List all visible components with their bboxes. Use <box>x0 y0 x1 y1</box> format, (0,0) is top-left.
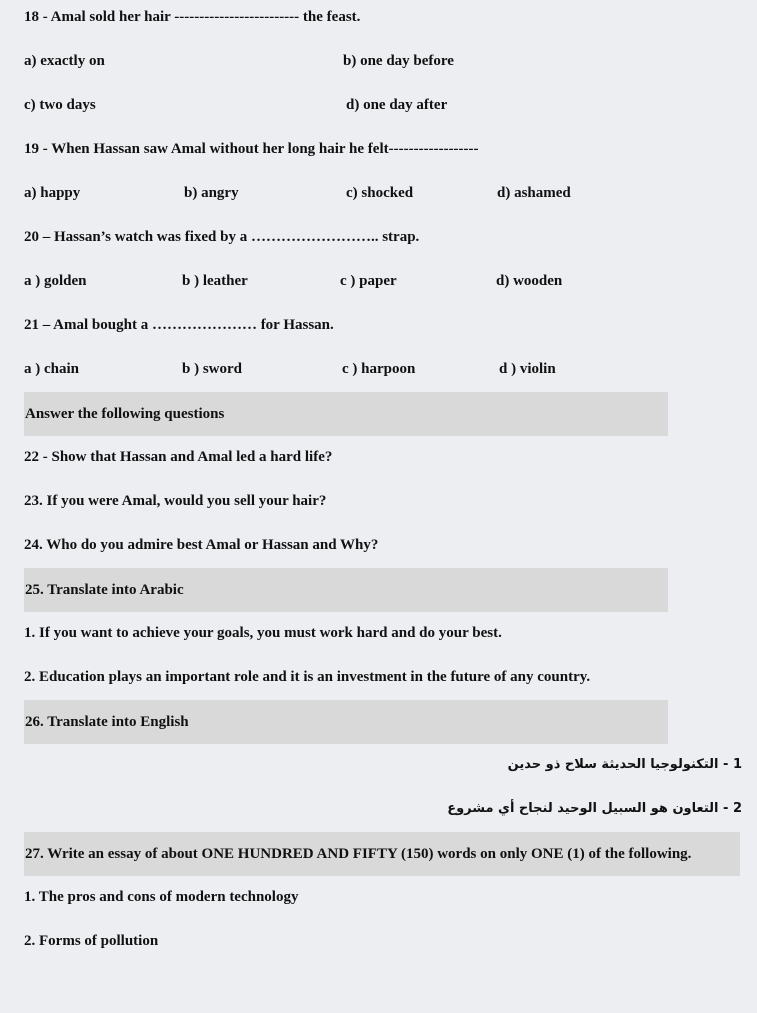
question-24: 24. Who do you admire best Amal or Hassan and Why? <box>24 537 379 553</box>
section-header-translate-arabic <box>24 568 668 612</box>
translate-english-item-1: 1 - التكنولوجيا الحديثة سلاح ذو حدين <box>507 757 742 772</box>
section-header-translate-arabic-text: 25. Translate into Arabic <box>25 582 184 598</box>
q21-option-c: c ) harpoon <box>342 361 416 377</box>
section-header-translate-english <box>24 700 668 744</box>
essay-topic-2: 2. Forms of pollution <box>24 933 159 949</box>
translate-english-item-2: 2 - التعاون هو السبيل الوحيد لنجاح أي مشروع <box>447 801 742 816</box>
section-header-essay <box>24 832 740 876</box>
q20-option-a: a ) golden <box>24 273 87 289</box>
section-header-translate-english-text: 26. Translate into English <box>25 714 189 730</box>
translate-arabic-item-1: 1. If you want to achieve your goals, you must work hard and do your best. <box>24 625 502 641</box>
question-19: 19 - When Hassan saw Amal without her long hair he felt------------------ <box>24 141 479 157</box>
q18-option-a: a) exactly on <box>24 53 105 69</box>
q19-option-a: a) happy <box>24 185 81 201</box>
question-20: 20 – Hassan’s watch was fixed by a …………………….. strap. <box>24 229 420 245</box>
q20-option-c: c ) paper <box>340 273 397 289</box>
essay-topic-1: 1. The pros and cons of modern technology <box>24 889 299 905</box>
q19-option-b: b) angry <box>184 185 239 201</box>
section-header-answer <box>24 392 668 436</box>
q18-option-c: c) two days <box>24 97 96 113</box>
section-header-essay-text: 27. Write an essay of about ONE HUNDRED AND FIFTY (150) words on only ONE (1) of the following. <box>25 846 692 862</box>
question-18: 18 - Amal sold her hair ------------------------- the feast. <box>24 9 361 25</box>
q19-option-c: c) shocked <box>346 185 414 201</box>
q18-option-b: b) one day before <box>343 53 454 69</box>
translate-arabic-item-2: 2. Education plays an important role and it is an investment in the future of any country. <box>24 669 591 685</box>
question-23: 23. If you were Amal, would you sell your hair? <box>24 493 327 509</box>
q18-option-d: d) one day after <box>346 97 448 113</box>
q21-option-b: b ) sword <box>182 361 243 377</box>
question-22: 22 - Show that Hassan and Amal led a hard life? <box>24 449 333 465</box>
q20-option-d: d) wooden <box>496 273 563 289</box>
q21-option-a: a ) chain <box>24 361 80 377</box>
q20-option-b: b ) leather <box>182 273 248 289</box>
q21-option-d: d ) violin <box>499 361 556 377</box>
q19-option-d: d) ashamed <box>497 185 571 201</box>
section-header-answer-text: Answer the following questions <box>25 406 225 422</box>
question-21: 21 – Amal bought a ………………… for Hassan. <box>24 317 334 333</box>
